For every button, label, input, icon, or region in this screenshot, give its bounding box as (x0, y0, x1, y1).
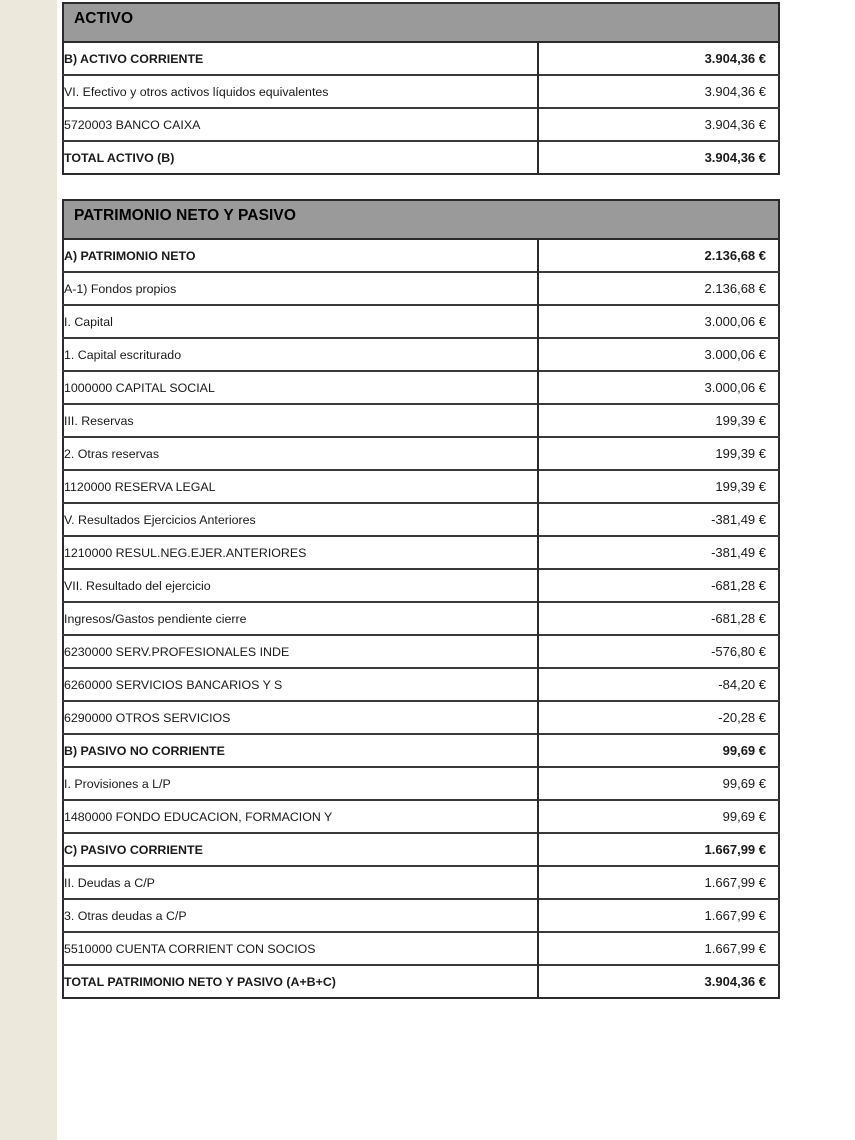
row-value: 199,39 € (538, 437, 779, 470)
row-label: V. Resultados Ejercicios Anteriores (63, 503, 538, 536)
table-row (63, 668, 779, 701)
row-value: 1.667,99 € (538, 899, 779, 932)
row-label: TOTAL ACTIVO (B) (63, 141, 538, 174)
row-label: 1210000 RESUL.NEG.EJER.ANTERIORES (63, 536, 538, 569)
row-value: 3.000,06 € (538, 305, 779, 338)
row-label: 5720003 BANCO CAIXA (63, 108, 538, 141)
activo-section-header (63, 3, 779, 42)
patrimonio-section-header (63, 200, 779, 239)
row-label: 6260000 SERVICIOS BANCARIOS Y S (63, 668, 538, 701)
row-label: B) ACTIVO CORRIENTE (63, 42, 538, 75)
table-row (63, 602, 779, 635)
row-value: 3.904,36 € (538, 141, 779, 174)
row-value: 99,69 € (538, 734, 779, 767)
row-label: A) PATRIMONIO NETO (63, 239, 538, 272)
table-row (63, 42, 779, 75)
patrimonio-header-label: PATRIMONIO NETO Y PASIVO (63, 200, 779, 239)
row-value: -84,20 € (538, 668, 779, 701)
row-label: 5510000 CUENTA CORRIENT CON SOCIOS (63, 932, 538, 965)
row-label: 1000000 CAPITAL SOCIAL (63, 371, 538, 404)
row-value: 1.667,99 € (538, 866, 779, 899)
row-value: -381,49 € (538, 503, 779, 536)
row-value: 99,69 € (538, 767, 779, 800)
row-label: VI. Efectivo y otros activos líquidos equivalentes (63, 75, 538, 108)
table-row (63, 239, 779, 272)
table-row (63, 800, 779, 833)
table-row (63, 141, 779, 174)
row-label: 6290000 OTROS SERVICIOS (63, 701, 538, 734)
balance-sheet-content (62, 2, 778, 999)
row-label: 1480000 FONDO EDUCACION, FORMACION Y (63, 800, 538, 833)
row-label: B) PASIVO NO CORRIENTE (63, 734, 538, 767)
row-value: -381,49 € (538, 536, 779, 569)
table-row (63, 635, 779, 668)
row-label: 1120000 RESERVA LEGAL (63, 470, 538, 503)
table-row (63, 569, 779, 602)
patrimonio-table (62, 199, 780, 999)
row-label: I. Capital (63, 305, 538, 338)
table-row (63, 272, 779, 305)
row-value: -576,80 € (538, 635, 779, 668)
table-row (63, 338, 779, 371)
activo-table (62, 2, 780, 175)
row-label: 6230000 SERV.PROFESIONALES INDE (63, 635, 538, 668)
row-value: 3.904,36 € (538, 75, 779, 108)
row-value: 199,39 € (538, 404, 779, 437)
table-row (63, 932, 779, 965)
table-row (63, 371, 779, 404)
table-row (63, 965, 779, 998)
row-value: -681,28 € (538, 602, 779, 635)
row-value: 199,39 € (538, 470, 779, 503)
table-row (63, 899, 779, 932)
row-label: II. Deudas a C/P (63, 866, 538, 899)
table-row (63, 108, 779, 141)
row-label: 1. Capital escriturado (63, 338, 538, 371)
row-value: 2.136,68 € (704, 248, 766, 263)
table-row (63, 470, 779, 503)
activo-header-label: ACTIVO (63, 3, 779, 42)
table-row (63, 767, 779, 800)
table-row (63, 75, 779, 108)
row-value: 3.000,06 € (538, 371, 779, 404)
row-value: 3.904,36 € (538, 108, 779, 141)
table-row (63, 536, 779, 569)
table-separator-gap (62, 175, 778, 199)
table-row (63, 866, 779, 899)
row-label: C) PASIVO CORRIENTE (63, 833, 538, 866)
row-value: 2.136,68 € (538, 272, 779, 305)
table-row (63, 437, 779, 470)
row-label: Ingresos/Gastos pendiente cierre (63, 602, 538, 635)
row-value: 3.000,06 € (538, 338, 779, 371)
row-value: -681,28 € (538, 569, 779, 602)
table-row (63, 734, 779, 767)
row-value: 99,69 € (538, 800, 779, 833)
row-value: 1.667,99 € (538, 833, 779, 866)
row-value: 3.904,36 € (704, 51, 767, 66)
row-label: TOTAL PATRIMONIO NETO Y PASIVO (A+B+C) (63, 965, 538, 998)
row-label: 2. Otras reservas (63, 437, 538, 470)
row-label: VII. Resultado del ejercicio (63, 569, 538, 602)
row-value: -20,28 € (538, 701, 779, 734)
row-value: 3.904,36 € (538, 965, 779, 998)
table-row (63, 305, 779, 338)
table-row (63, 701, 779, 734)
row-label: I. Provisiones a L/P (63, 767, 538, 800)
table-row (63, 404, 779, 437)
row-value: 1.667,99 € (538, 932, 779, 965)
activo-rows (63, 42, 779, 174)
row-label: III. Reservas (63, 404, 538, 437)
patrimonio-rows (63, 239, 779, 998)
table-row (63, 503, 779, 536)
row-label: 3. Otras deudas a C/P (63, 899, 538, 932)
row-label: A-1) Fondos propios (63, 272, 538, 305)
table-row (63, 833, 779, 866)
